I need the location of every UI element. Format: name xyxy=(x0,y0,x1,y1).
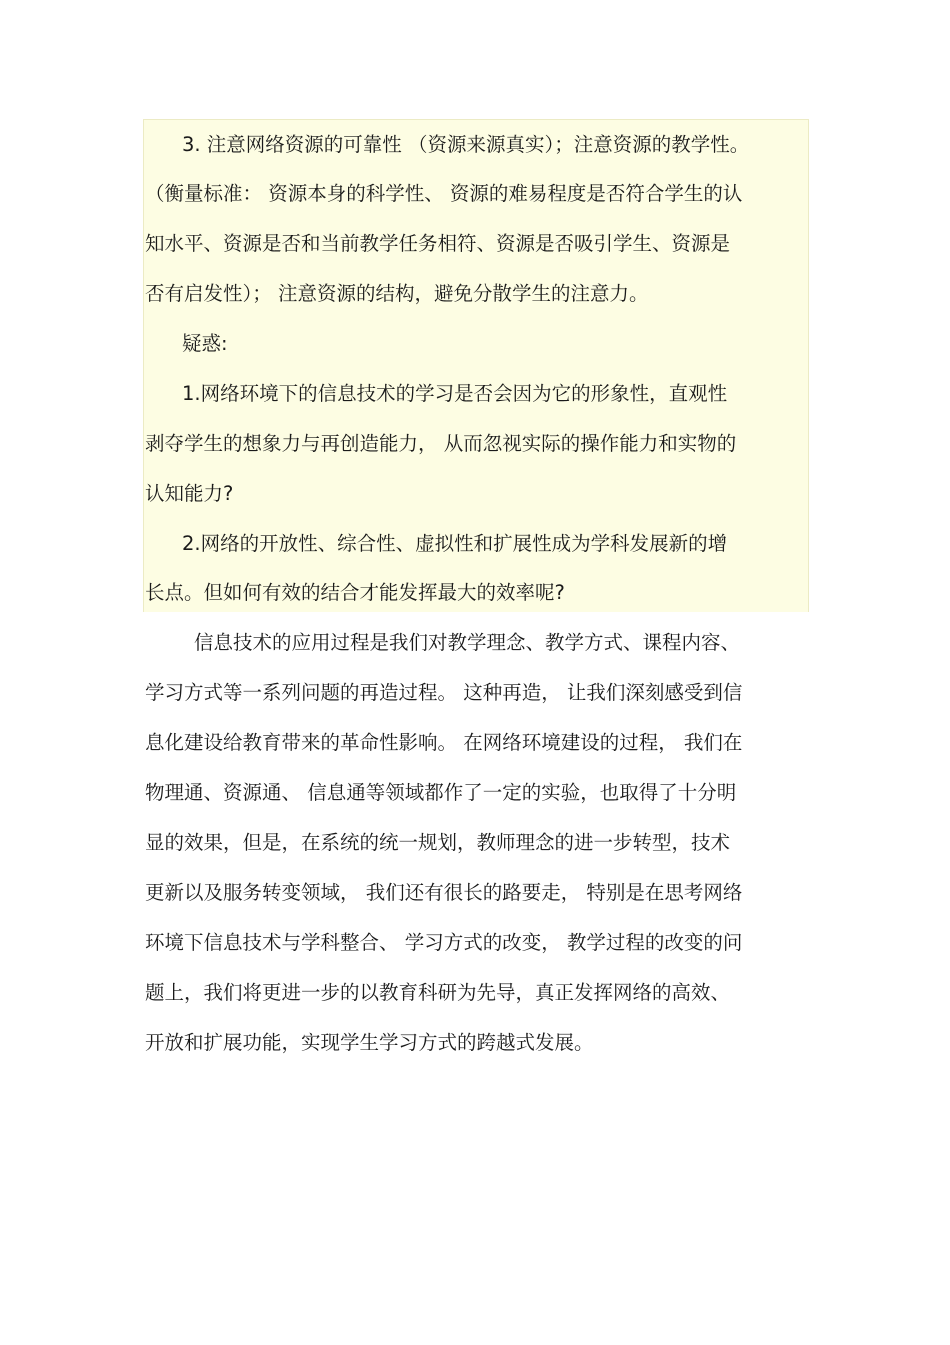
text-line: 更新以及服务转变领域， 我们还有很长的路要走， 特别是在思考网络 xyxy=(145,881,743,904)
text-line: 开放和扩展功能，实现学生学习方式的跨越式发展。 xyxy=(145,1031,594,1054)
text-line: 知水平、资源是否和当前教学任务相符、资源是否吸引学生、资源是 xyxy=(145,232,731,255)
text-line: 显的效果，但是，在系统的统一规划，教师理念的进一步转型，技术 xyxy=(145,831,731,854)
text-line: 信息技术的应用过程是我们对教学理念、教学方式、课程内容、 xyxy=(194,631,741,654)
text-line: （衡量标准： 资源本身的科学性、 资源的难易程度是否符合学生的认 xyxy=(145,182,743,205)
text-line: 息化建设给教育带来的革命性影响。 在网络环境建设的过程， 我们在 xyxy=(145,731,743,754)
text-line: 3. 注意网络资源的可靠性 （资源来源真实）；注意资源的教学性。 xyxy=(182,133,750,156)
text-line: 环境下信息技术与学科整合、 学习方式的改变， 教学过程的改变的问 xyxy=(145,931,743,954)
text-line: 长点。但如何有效的结合才能发挥最大的效率呢? xyxy=(145,581,565,604)
text-line: 否有启发性）； 注意资源的结构，避免分散学生的注意力。 xyxy=(145,282,649,305)
text-line: 剥夺学生的想象力与再创造能力， 从而忽视实际的操作能力和实物的 xyxy=(145,432,737,455)
text-line: 题上，我们将更进一步的以教育科研为先导，真正发挥网络的高效、 xyxy=(145,981,731,1004)
text-line: 学习方式等一系列问题的再造过程。 这种再造， 让我们深刻感受到信 xyxy=(145,681,743,704)
text-line: 1.网络环境下的信息技术的学习是否会因为它的形象性，直观性 xyxy=(182,382,728,405)
text-line: 2.网络的开放性、综合性、虚拟性和扩展性成为学科发展新的增 xyxy=(182,532,728,555)
text-line: 物理通、资源通、 信息通等领域都作了一定的实验，也取得了十分明 xyxy=(145,781,737,804)
question-heading: 疑惑: xyxy=(182,332,228,355)
text-line: 认知能力? xyxy=(145,482,234,505)
